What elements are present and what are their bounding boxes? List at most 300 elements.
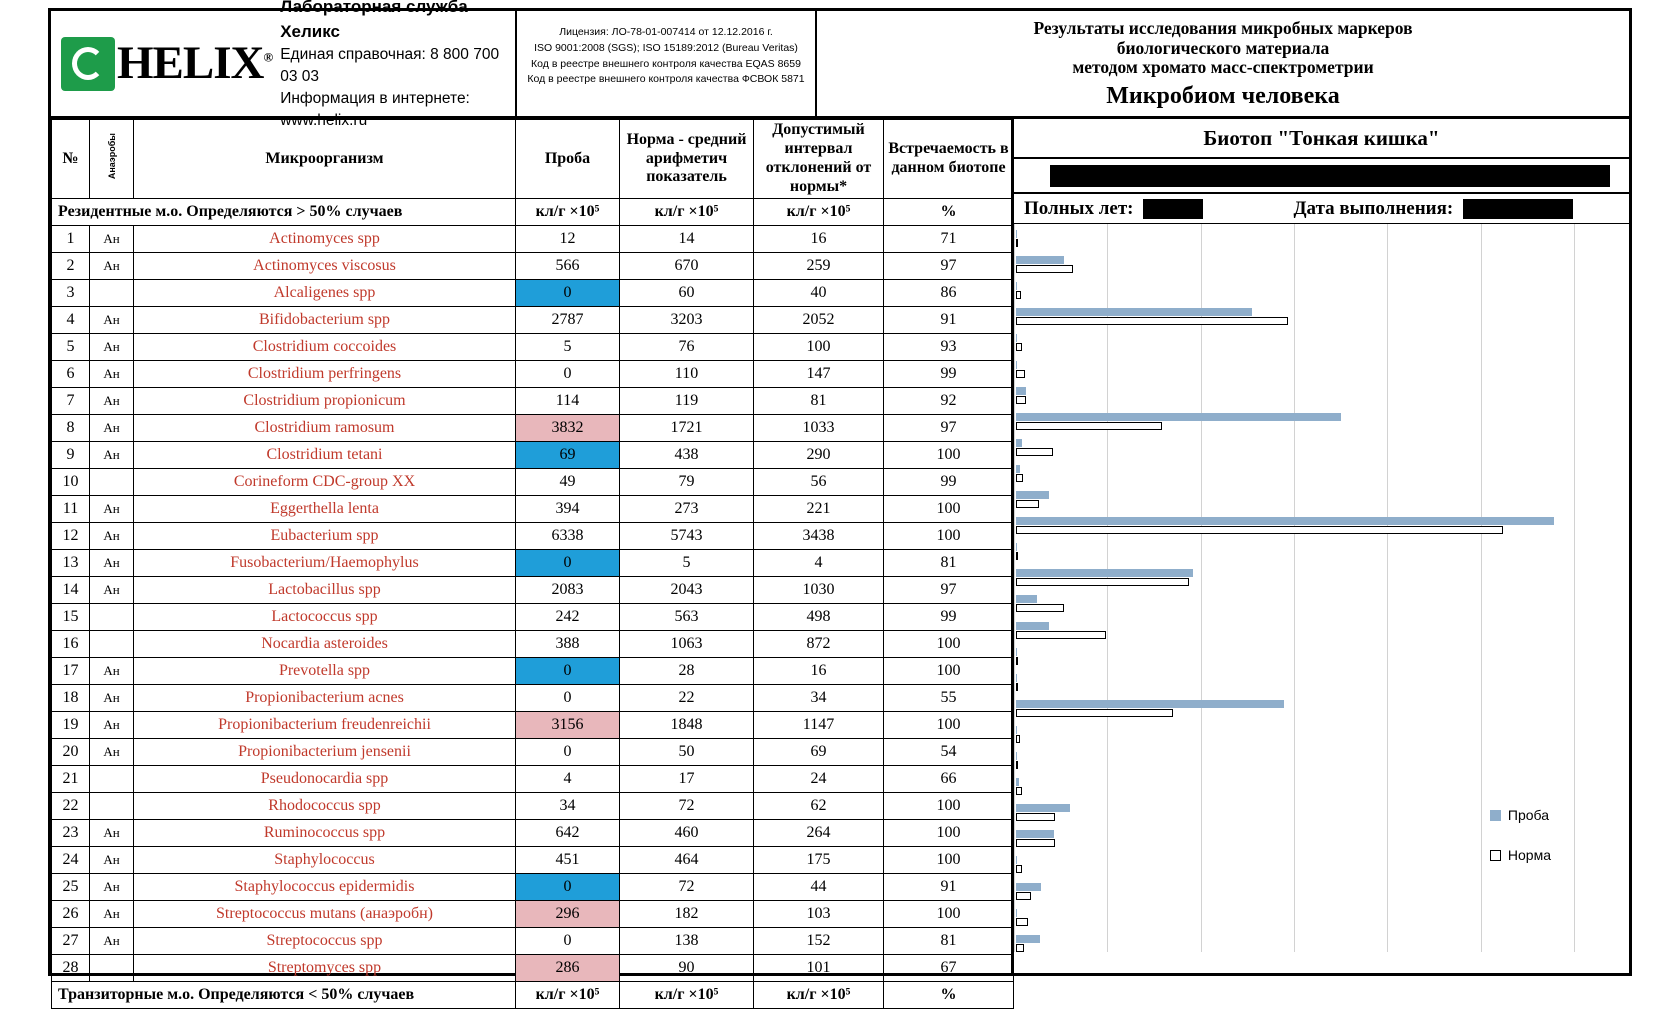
legend-label-proba: Проба bbox=[1507, 807, 1550, 823]
cell-norma: 1848 bbox=[620, 712, 754, 739]
col-organism: Микроорганизм bbox=[134, 120, 516, 199]
report-title-line-2: биологического материала bbox=[1116, 37, 1330, 58]
table-row bbox=[52, 415, 1014, 442]
table-row bbox=[52, 685, 1014, 712]
cell-organism: Eubacterium spp bbox=[134, 523, 516, 550]
cell-anaerob: Ан bbox=[90, 496, 134, 523]
col-occurrence: Встречаемость в данном биотопе bbox=[884, 120, 1014, 199]
cell-organism: Clostridium perfringens bbox=[134, 361, 516, 388]
cell-occurrence: 100 bbox=[884, 712, 1014, 739]
cell-anaerob: Ан bbox=[90, 901, 134, 928]
cell-organism: Corineform CDC-group XX bbox=[134, 469, 516, 496]
cell-proba: 2083 bbox=[516, 577, 620, 604]
chart-bar-norma bbox=[1016, 396, 1026, 404]
cell-norma: 460 bbox=[620, 820, 754, 847]
col-norma: Норма - средний арифметич показатель bbox=[620, 120, 754, 199]
cell-organism: Lactobacillus spp bbox=[134, 577, 516, 604]
cell-anaerob bbox=[90, 766, 134, 793]
chart-bar-norma bbox=[1016, 709, 1173, 717]
cell-anaerob: Ан bbox=[90, 820, 134, 847]
cell-number: 10 bbox=[52, 469, 90, 496]
chart-bar-group bbox=[1016, 722, 1629, 748]
cell-occurrence: 92 bbox=[884, 388, 1014, 415]
cell-deviation: 34 bbox=[754, 685, 884, 712]
cell-occurrence: 97 bbox=[884, 415, 1014, 442]
helix-wordmark: HELIX® bbox=[117, 37, 273, 89]
cell-occurrence: 97 bbox=[884, 253, 1014, 280]
cell-proba: 3156 bbox=[516, 712, 620, 739]
cell-proba: 0 bbox=[516, 928, 620, 955]
cell-organism: Lactococcus spp bbox=[134, 604, 516, 631]
cell-anaerob: Ан bbox=[90, 361, 134, 388]
section-transit-row bbox=[52, 982, 1014, 1009]
license-line-1: Лицензия: ЛО-78-01-007414 от 12.12.2016 г. bbox=[559, 26, 773, 38]
patient-name-row bbox=[1014, 159, 1629, 194]
lab-contact-block bbox=[280, 0, 515, 132]
report-title-main: Микробиом человека bbox=[1106, 82, 1340, 109]
cell-number: 14 bbox=[52, 577, 90, 604]
chart-bar-proba bbox=[1016, 491, 1049, 499]
cell-anaerob: Ан bbox=[90, 685, 134, 712]
patient-meta-row bbox=[1014, 194, 1629, 224]
report-body bbox=[51, 119, 1629, 1003]
chart-bar-norma bbox=[1016, 657, 1018, 665]
table-row bbox=[52, 955, 1014, 982]
cell-anaerob: Ан bbox=[90, 712, 134, 739]
cell-organism: Actinomyces viscosus bbox=[134, 253, 516, 280]
chart-bar-norma bbox=[1016, 839, 1055, 847]
cell-number: 11 bbox=[52, 496, 90, 523]
unit-proba: кл/г ×10⁵ bbox=[516, 199, 620, 226]
cell-occurrence: 100 bbox=[884, 442, 1014, 469]
cell-number: 19 bbox=[52, 712, 90, 739]
table-row bbox=[52, 280, 1014, 307]
cell-norma: 22 bbox=[620, 685, 754, 712]
table-row bbox=[52, 523, 1014, 550]
cell-occurrence: 99 bbox=[884, 604, 1014, 631]
chart-bar-proba bbox=[1016, 413, 1341, 421]
section-transit-label: Транзиторные м.о. Определяются < 50% случаев bbox=[52, 982, 516, 1009]
chart-bar-norma bbox=[1016, 813, 1055, 821]
chart-bar-group bbox=[1016, 461, 1629, 487]
table-row bbox=[52, 604, 1014, 631]
cell-norma: 50 bbox=[620, 739, 754, 766]
table-header-row bbox=[52, 120, 1014, 199]
legend-swatch-norma-icon bbox=[1490, 850, 1501, 861]
lab-phone: Единая справочная: 8 800 700 03 03 bbox=[280, 45, 500, 85]
cell-deviation: 1030 bbox=[754, 577, 884, 604]
table-row bbox=[52, 442, 1014, 469]
chart-bar-group bbox=[1016, 357, 1629, 383]
cell-number: 17 bbox=[52, 658, 90, 685]
chart-bar-norma bbox=[1016, 918, 1028, 926]
cell-deviation: 259 bbox=[754, 253, 884, 280]
chart-bar-norma bbox=[1016, 865, 1022, 873]
table-row bbox=[52, 253, 1014, 280]
chart-bar-group bbox=[1016, 278, 1629, 304]
cell-deviation: 4 bbox=[754, 550, 884, 577]
license-line-4: Код в реестре внешнего контроля качества ФСВОК 5871 bbox=[527, 73, 805, 86]
cell-deviation: 3438 bbox=[754, 523, 884, 550]
table-row bbox=[52, 226, 1014, 253]
cell-norma: 138 bbox=[620, 928, 754, 955]
cell-norma: 72 bbox=[620, 793, 754, 820]
legend-item-proba bbox=[1490, 807, 1551, 823]
cell-proba: 0 bbox=[516, 280, 620, 307]
table-row bbox=[52, 928, 1014, 955]
cell-number: 27 bbox=[52, 928, 90, 955]
unit-norma-2: кл/г ×10⁵ bbox=[620, 982, 754, 1009]
cell-deviation: 24 bbox=[754, 766, 884, 793]
table-row bbox=[52, 334, 1014, 361]
cell-norma: 438 bbox=[620, 442, 754, 469]
col-deviation: Допустимый интервал отклонений от нормы* bbox=[754, 120, 884, 199]
table-row bbox=[52, 361, 1014, 388]
cell-deviation: 290 bbox=[754, 442, 884, 469]
chart-bar-group bbox=[1016, 565, 1629, 591]
cell-organism: Fusobacterium/Haemophylus bbox=[134, 550, 516, 577]
table-row bbox=[52, 766, 1014, 793]
col-anaerob: Анаэробы bbox=[90, 120, 134, 199]
cell-number: 9 bbox=[52, 442, 90, 469]
redacted-age bbox=[1143, 199, 1203, 219]
cell-deviation: 147 bbox=[754, 361, 884, 388]
chart-bar-norma bbox=[1016, 370, 1025, 378]
cell-organism: Alcaligenes spp bbox=[134, 280, 516, 307]
cell-number: 13 bbox=[52, 550, 90, 577]
table-row bbox=[52, 631, 1014, 658]
cell-organism: Clostridium tetani bbox=[134, 442, 516, 469]
cell-organism: Pseudonocardia spp bbox=[134, 766, 516, 793]
table-row bbox=[52, 901, 1014, 928]
cell-deviation: 152 bbox=[754, 928, 884, 955]
cell-norma: 464 bbox=[620, 847, 754, 874]
cell-anaerob: Ан bbox=[90, 253, 134, 280]
cell-norma: 5743 bbox=[620, 523, 754, 550]
cell-number: 6 bbox=[52, 361, 90, 388]
cell-occurrence: 54 bbox=[884, 739, 1014, 766]
chart-bar-group bbox=[1016, 226, 1629, 252]
cell-occurrence: 66 bbox=[884, 766, 1014, 793]
cell-proba: 0 bbox=[516, 658, 620, 685]
cell-number: 12 bbox=[52, 523, 90, 550]
cell-proba: 0 bbox=[516, 550, 620, 577]
cell-anaerob: Ан bbox=[90, 523, 134, 550]
cell-occurrence: 71 bbox=[884, 226, 1014, 253]
col-number: № bbox=[52, 120, 90, 199]
table-row bbox=[52, 469, 1014, 496]
chart-bar-norma bbox=[1016, 631, 1106, 639]
chart-bar-group bbox=[1016, 905, 1629, 931]
cell-organism: Actinomyces spp bbox=[134, 226, 516, 253]
chart-bar-norma bbox=[1016, 735, 1020, 743]
cell-occurrence: 86 bbox=[884, 280, 1014, 307]
cell-proba: 0 bbox=[516, 361, 620, 388]
cell-deviation: 56 bbox=[754, 469, 884, 496]
cell-norma: 110 bbox=[620, 361, 754, 388]
cell-organism: Staphylococcus bbox=[134, 847, 516, 874]
chart-bar-proba bbox=[1016, 622, 1049, 630]
gridline bbox=[1014, 224, 1015, 952]
lab-branding bbox=[51, 0, 517, 129]
cell-deviation: 221 bbox=[754, 496, 884, 523]
section-resident-row bbox=[52, 199, 1014, 226]
cell-deviation: 16 bbox=[754, 226, 884, 253]
chart-bar-norma bbox=[1016, 291, 1021, 299]
cell-proba: 451 bbox=[516, 847, 620, 874]
license-block bbox=[517, 11, 817, 116]
cell-proba: 3832 bbox=[516, 415, 620, 442]
cell-occurrence: 100 bbox=[884, 496, 1014, 523]
cell-proba: 34 bbox=[516, 793, 620, 820]
age-label: Полных лет: bbox=[1024, 197, 1134, 219]
cell-anaerob bbox=[90, 469, 134, 496]
results-table-panel bbox=[51, 119, 1014, 1003]
chart-bar-proba bbox=[1016, 387, 1026, 395]
cell-occurrence: 91 bbox=[884, 307, 1014, 334]
chart-bar-norma bbox=[1016, 552, 1018, 560]
cell-deviation: 264 bbox=[754, 820, 884, 847]
cell-anaerob bbox=[90, 631, 134, 658]
chart-bar-proba bbox=[1016, 726, 1017, 734]
chart-panel bbox=[1014, 119, 1629, 973]
cell-occurrence: 100 bbox=[884, 631, 1014, 658]
cell-proba: 566 bbox=[516, 253, 620, 280]
cell-number: 2 bbox=[52, 253, 90, 280]
cell-norma: 60 bbox=[620, 280, 754, 307]
cell-norma: 17 bbox=[620, 766, 754, 793]
col-proba: Проба bbox=[516, 120, 620, 199]
cell-deviation: 103 bbox=[754, 901, 884, 928]
chart-bar-norma bbox=[1016, 578, 1189, 586]
cell-occurrence: 67 bbox=[884, 955, 1014, 982]
report-header bbox=[51, 0, 1629, 129]
unit-occurrence: % bbox=[884, 199, 1014, 226]
cell-anaerob bbox=[90, 793, 134, 820]
table-row bbox=[52, 739, 1014, 766]
cell-number: 26 bbox=[52, 901, 90, 928]
cell-number: 4 bbox=[52, 307, 90, 334]
report-sheet bbox=[48, 0, 1632, 1003]
cell-anaerob: Ан bbox=[90, 415, 134, 442]
cell-anaerob: Ан bbox=[90, 334, 134, 361]
chart-bar-proba bbox=[1016, 465, 1020, 473]
cell-organism: Propionibacterium acnes bbox=[134, 685, 516, 712]
cell-number: 22 bbox=[52, 793, 90, 820]
cell-occurrence: 99 bbox=[884, 361, 1014, 388]
cell-number: 1 bbox=[52, 226, 90, 253]
cell-norma: 28 bbox=[620, 658, 754, 685]
cell-norma: 563 bbox=[620, 604, 754, 631]
cell-proba: 4 bbox=[516, 766, 620, 793]
table-row bbox=[52, 550, 1014, 577]
chart-bar-proba bbox=[1016, 334, 1017, 342]
chart-bar-proba bbox=[1016, 230, 1017, 238]
chart-bar-norma bbox=[1016, 683, 1018, 691]
chart-bar-proba bbox=[1016, 935, 1040, 943]
chart-bar-group bbox=[1016, 696, 1629, 722]
cell-proba: 2787 bbox=[516, 307, 620, 334]
chart-bar-group bbox=[1016, 539, 1629, 565]
chart-bar-group bbox=[1016, 931, 1629, 957]
cell-norma: 670 bbox=[620, 253, 754, 280]
report-title-line-3: методом хромато масс-спектрометрии bbox=[1072, 57, 1374, 78]
table-row bbox=[52, 577, 1014, 604]
cell-organism: Bifidobacterium spp bbox=[134, 307, 516, 334]
legend-swatch-proba-icon bbox=[1490, 810, 1501, 821]
chart-bar-norma bbox=[1016, 448, 1053, 456]
biotop-title: Биотоп "Тонкая кишка" bbox=[1014, 119, 1629, 159]
cell-number: 8 bbox=[52, 415, 90, 442]
chart-bar-proba bbox=[1016, 543, 1017, 551]
results-table bbox=[51, 119, 1014, 1009]
table-row bbox=[52, 712, 1014, 739]
chart-bar-norma bbox=[1016, 422, 1162, 430]
cell-number: 25 bbox=[52, 874, 90, 901]
cell-norma: 3203 bbox=[620, 307, 754, 334]
chart-bar-norma bbox=[1016, 787, 1022, 795]
cell-organism: Prevotella spp bbox=[134, 658, 516, 685]
chart-bar-group bbox=[1016, 435, 1629, 461]
cell-anaerob: Ан bbox=[90, 226, 134, 253]
cell-number: 23 bbox=[52, 820, 90, 847]
license-line-3: Код в реестре внешнего контроля качества EQAS 8659 bbox=[531, 57, 801, 70]
chart-bar-proba bbox=[1016, 256, 1064, 264]
cell-anaerob: Ан bbox=[90, 658, 134, 685]
date-label: Дата выполнения: bbox=[1293, 197, 1454, 219]
table-row bbox=[52, 874, 1014, 901]
cell-organism: Clostridium ramosum bbox=[134, 415, 516, 442]
table-row bbox=[52, 307, 1014, 334]
cell-occurrence: 100 bbox=[884, 658, 1014, 685]
cell-occurrence: 81 bbox=[884, 928, 1014, 955]
chart-bar-proba bbox=[1016, 595, 1037, 603]
cell-proba: 49 bbox=[516, 469, 620, 496]
chart-bar-group bbox=[1016, 774, 1629, 800]
chart-bar-group bbox=[1016, 487, 1629, 513]
cell-number: 3 bbox=[52, 280, 90, 307]
cell-number: 18 bbox=[52, 685, 90, 712]
chart-bar-proba bbox=[1016, 569, 1193, 577]
chart-bar-group bbox=[1016, 383, 1629, 409]
chart-bar-proba bbox=[1016, 674, 1017, 682]
redacted-date bbox=[1463, 199, 1573, 219]
lab-name: Лабораторная служба Хеликс bbox=[280, 0, 468, 41]
cell-number: 24 bbox=[52, 847, 90, 874]
chart-bar-norma bbox=[1016, 944, 1024, 952]
cell-proba: 242 bbox=[516, 604, 620, 631]
cell-deviation: 101 bbox=[754, 955, 884, 982]
chart-bar-group bbox=[1016, 252, 1629, 278]
cell-number: 28 bbox=[52, 955, 90, 982]
cell-organism: Nocardia asteroides bbox=[134, 631, 516, 658]
cell-occurrence: 100 bbox=[884, 820, 1014, 847]
cell-anaerob bbox=[90, 280, 134, 307]
report-title-block bbox=[817, 11, 1629, 116]
cell-anaerob: Ан bbox=[90, 928, 134, 955]
unit-occurrence-2: % bbox=[884, 982, 1014, 1009]
cell-number: 20 bbox=[52, 739, 90, 766]
chart-bar-group bbox=[1016, 304, 1629, 330]
cell-organism: Streptococcus spp bbox=[134, 928, 516, 955]
cell-anaerob: Ан bbox=[90, 442, 134, 469]
cell-deviation: 872 bbox=[754, 631, 884, 658]
chart-bar-norma bbox=[1016, 604, 1064, 612]
cell-occurrence: 81 bbox=[884, 550, 1014, 577]
chart-bar-norma bbox=[1016, 500, 1039, 508]
legend-item-norma bbox=[1490, 847, 1551, 863]
cell-deviation: 16 bbox=[754, 658, 884, 685]
cell-occurrence: 100 bbox=[884, 901, 1014, 928]
cell-norma: 273 bbox=[620, 496, 754, 523]
table-row bbox=[52, 496, 1014, 523]
cell-organism: Eggerthella lenta bbox=[134, 496, 516, 523]
cell-norma: 5 bbox=[620, 550, 754, 577]
cell-organism: Ruminococcus spp bbox=[134, 820, 516, 847]
cell-organism: Rhodococcus spp bbox=[134, 793, 516, 820]
table-row bbox=[52, 847, 1014, 874]
cell-deviation: 62 bbox=[754, 793, 884, 820]
cell-norma: 119 bbox=[620, 388, 754, 415]
chart-bar-norma bbox=[1016, 317, 1288, 325]
cell-proba: 0 bbox=[516, 685, 620, 712]
chart-bar-group bbox=[1016, 591, 1629, 617]
chart-bar-norma bbox=[1016, 265, 1073, 273]
chart-bar-proba bbox=[1016, 752, 1017, 760]
cell-proba: 394 bbox=[516, 496, 620, 523]
chart-bar-proba bbox=[1016, 856, 1017, 864]
cell-proba: 114 bbox=[516, 388, 620, 415]
chart-bar-proba bbox=[1016, 308, 1252, 316]
chart-bar-proba bbox=[1016, 909, 1017, 917]
cell-deviation: 81 bbox=[754, 388, 884, 415]
chart-bar-proba bbox=[1016, 830, 1054, 838]
table-row bbox=[52, 658, 1014, 685]
cell-anaerob: Ан bbox=[90, 577, 134, 604]
cell-anaerob bbox=[90, 955, 134, 982]
table-row bbox=[52, 793, 1014, 820]
cell-occurrence: 93 bbox=[884, 334, 1014, 361]
cell-number: 5 bbox=[52, 334, 90, 361]
cell-occurrence: 91 bbox=[884, 874, 1014, 901]
cell-occurrence: 55 bbox=[884, 685, 1014, 712]
cell-organism: Propionibacterium jensenii bbox=[134, 739, 516, 766]
cell-proba: 296 bbox=[516, 901, 620, 928]
cell-number: 15 bbox=[52, 604, 90, 631]
cell-organism: Streptococcus mutans (анаэробн) bbox=[134, 901, 516, 928]
cell-organism: Propionibacterium freudenreichii bbox=[134, 712, 516, 739]
cell-number: 7 bbox=[52, 388, 90, 415]
chart-bar-group bbox=[1016, 644, 1629, 670]
chart-bar-group bbox=[1016, 513, 1629, 539]
cell-deviation: 175 bbox=[754, 847, 884, 874]
cell-norma: 90 bbox=[620, 955, 754, 982]
table-row bbox=[52, 820, 1014, 847]
cell-proba: 0 bbox=[516, 874, 620, 901]
cell-deviation: 44 bbox=[754, 874, 884, 901]
chart-bar-proba bbox=[1016, 804, 1070, 812]
cell-proba: 69 bbox=[516, 442, 620, 469]
cell-organism: Staphylococcus epidermidis bbox=[134, 874, 516, 901]
cell-organism: Clostridium coccoides bbox=[134, 334, 516, 361]
unit-deviation: кл/г ×10⁵ bbox=[754, 199, 884, 226]
cell-deviation: 498 bbox=[754, 604, 884, 631]
cell-norma: 2043 bbox=[620, 577, 754, 604]
chart-bar-group bbox=[1016, 670, 1629, 696]
cell-occurrence: 100 bbox=[884, 847, 1014, 874]
cell-proba: 388 bbox=[516, 631, 620, 658]
cell-norma: 182 bbox=[620, 901, 754, 928]
